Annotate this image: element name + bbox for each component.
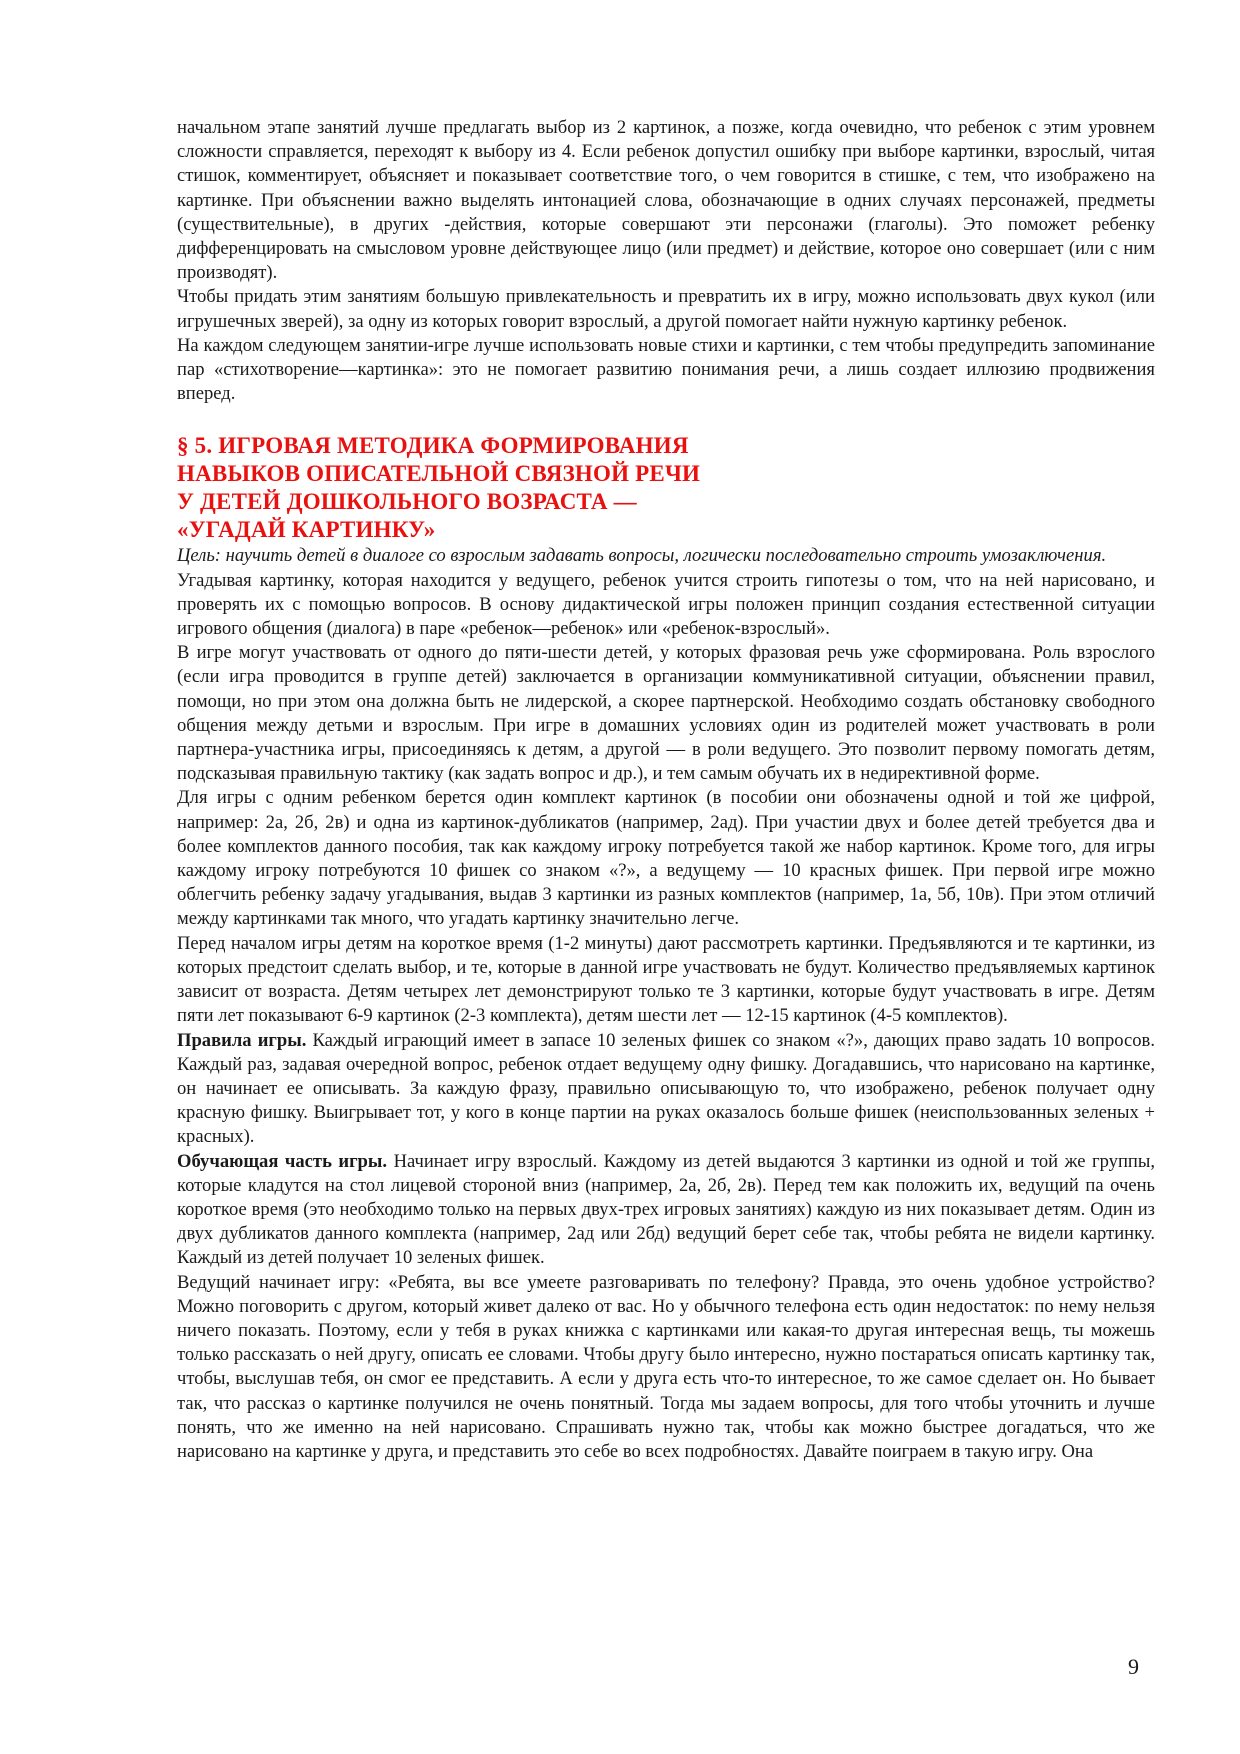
section-heading-line: § 5. ИГРОВАЯ МЕТОДИКА ФОРМИРОВАНИЯ (177, 433, 689, 459)
final-paragraph: Ведущий начинает игру: «Ребята, вы все умеете разговаривать по телефону? Правда, это очень удобное устройство? Можно поговорить с другом, который живет далеко от вас. Но у обычного телефона есть один недостаток: по нему нельзя ничего показать. Поэтому, если у тебя в руках книжка с картинками или какая-то другая интересная вещь, ты можешь только рассказать о ней другу, описать ее словами. Чтобы другу было интересно, нужно постараться описать картинку так, чтобы, выслушав тебя, он смог ее представить. А если у друга есть что-то интересное, то же самое сделает он. Но бывает так, что рассказ о картинке получился не очень понятный. Тогда мы задаем вопросы, для того чтобы уточнить и лучше понять, что же именно на ней нарисовано. Спрашивать нужно так, чтобы как можно быстрее догадаться, что же нарисовано на картинке у друга, и представить это себе во всех подробностях. Давайте поиграем в такую игру. Она (177, 1271, 1155, 1462)
training-paragraph (177, 1150, 1155, 1271)
body-paragraph: Для игры с одним ребенком берется один комплект картинок (в пособии они обозначены одной и той же цифрой, например: 2а, 2б, 2в) и одна из картинок-дубликатов (например, 2ад). При участии двух и более детей требуется два и более комплектов данного пособия, так как каждому игроку потребуется такой же набор картинок. Кроме того, для игры каждому игроку потребуются 10 фишек со знаком «?», а ведущему — 10 красных фишек. При первой игре можно облегчить ребенку задачу угадывания, выдав 3 картинки из разных комплектов (например, 1а, 5б, 10в). При этом отличий между картинками так много, что угадать картинку значительно легче. (177, 787, 1155, 930)
intro-paragraph: начальном этапе занятий лучше предлагать выбор из 2 картинок, а позже, когда очевидно, что ребенок с этим уровнем сложности справляется, переходят к выбору из 4. Если ребенок допустил ошибку при выборе картинки, взрослый, читая стишок, комментирует, объясняет и показывает соответствие того, о чем говорится в стишке, с тем, что изображено на картинке. При объяснении важно выделять интонацией слова, обозначающие в одних случаях персонажей, предметы (существительные), в других -действия, которые совершают эти персонажи (глаголы). Это поможет ребенку дифференцировать на смысловом уровне действующее лицо (или предмет) и действие, которое оно совершает (или с ним производят). (177, 117, 1155, 284)
section-heading-line: НАВЫКОВ ОПИСАТЕЛЬНОЙ СВЯЗНОЙ РЕЧИ (177, 461, 701, 487)
section-heading-line: У ДЕТЕЙ ДОШКОЛЬНОГО ВОЗРАСТА — (177, 489, 637, 515)
body-paragraph: Угадывая картинку, которая находится у ведущего, ребенок учится строить гипотезы о том, что на ней нарисовано, и проверять их с помощью вопросов. В основу дидактической игры положен принцип создания естественной ситуации игрового общения (диалога) в паре «ребенок—ребенок» или «ребенок-взрослый». (177, 569, 1155, 640)
document-page (177, 116, 1155, 1464)
section-goal: Цель: научить детей в диалоге со взрослым задавать вопросы, логически последовательно строить умозаключения. (177, 545, 1107, 567)
section-heading (177, 432, 1155, 544)
rules-paragraph (177, 1029, 1155, 1150)
training-lead: Обучающая часть игры. (177, 1150, 388, 1172)
body-paragraph: Перед началом игры детям на короткое время (1-2 минуты) дают рассмотреть картинки. Предъявляются и те картинки, из которых предстоит сделать выбор, и те, которые в данной игре участвовать не будут. Количество предъявляемых картинок зависит от возраста. Детям четырех лет демонстрируют только те 3 картинки, которые будут участвовать в игре. Детям пяти лет показывают 6-9 картинок (2-3 комплекта), детям шести лет — 12-15 картинок (4-5 комплектов). (177, 932, 1155, 1027)
body-paragraph: В игре могут участвовать от одного до пяти-шести детей, у которых фразовая речь уже сформирована. Роль взрослого (если игра проводится в группе детей) заключается в организации коммуникативной ситуации, объяснении правил, помощи, но при этом она должна быть не лидерской, а скорее партнерской. Необходимо создать обстановку свободного общения между детьми и взрослым. При игре в домашних условиях один из родителей может участвовать в роли партнера-участника игры, присоединяясь к детям, а другой — в роли ведущего. Это позволит первому помогать детям, подсказывая правильную тактику (как задать вопрос и др.), и тем самым обучать их в недирективной форме. (177, 642, 1155, 785)
training-text: Начинает игру взрослый. Каждому из детей выдаются 3 картинки из одной и той же группы, которые кладутся на стол лицевой стороной вниз (например, 2а, 2б, 2в). Перед тем как положить их, ведущий па очень короткое время (это необходимо только на первых двух-трех игровых занятиях) каждую из них показывает детям. Один из двух дубликатов данного комплекта (например, 2ад или 2бд) ведущий берет себе так, чтобы ребята не видели картинку. Каждый из детей получает 10 зеленых фишек. (177, 1150, 1155, 1269)
intro-paragraph: Чтобы придать этим занятиям большую привлекательность и превратить их в игру, можно использовать двух кукол (или игрушечных зверей), за одну из которых говорит взрослый, а другой помогает найти нужную картинку ребенок. (177, 286, 1155, 332)
section-spacer (177, 406, 1155, 432)
rules-text: Каждый играющий имеет в запасе 10 зеленых фишек со знаком «?», дающих право задать 10 вопросов. Каждый раз, задавая очередной вопрос, ребенок отдает ведущему одну фишку. Догадавшись, что нарисовано на картинке, он начинает ее описывать. За каждую фразу, правильно описывающую то, что изображено, ребенок получает одну красную фишку. Выигрывает тот, у кого в конце партии на руках оказалось больше фишек (неиспользованных зеленых + красных). (177, 1029, 1155, 1148)
rules-lead: Правила игры. (177, 1029, 307, 1051)
intro-paragraph: На каждом следующем занятии-игре лучше использовать новые стихи и картинки, с тем чтобы предупредить запоминание пар «стихотворение—картинка»: это не помогает развитию понимания речи, а лишь создает иллюзию продвижения вперед. (177, 334, 1155, 405)
section-heading-line: «УГАДАЙ КАРТИНКУ» (177, 517, 436, 543)
page-number: 9 (1128, 1654, 1139, 1679)
